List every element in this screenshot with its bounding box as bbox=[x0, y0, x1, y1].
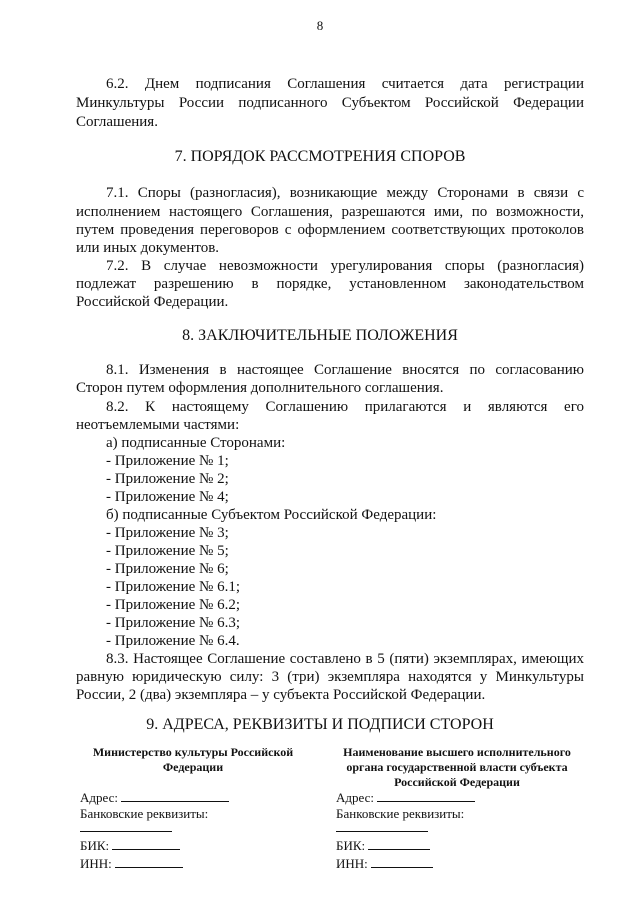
paragraph-8-3-line: равную юридическую силу: 3 (три) экземпляра находятся у Минкультуры bbox=[76, 669, 584, 685]
paragraph-8-3-line: 8.3. Настоящее Соглашение составлено в 5 (пяти) экземплярах, имеющих bbox=[106, 651, 584, 667]
list-a-item: - Приложение № 2; bbox=[106, 471, 229, 487]
list-b-title: б) подписанные Субъектом Российской Федерации: bbox=[106, 507, 437, 523]
list-a-item: - Приложение № 1; bbox=[106, 453, 229, 469]
section-7-heading: 7. ПОРЯДОК РАССМОТРЕНИЯ СПОРОВ bbox=[174, 148, 466, 165]
right-inn-label: ИНН: bbox=[336, 856, 368, 871]
paragraph-7-2-line: 7.2. В случае невозможности урегулирования споры (разногласия) bbox=[106, 258, 584, 274]
paragraph-6-2-line: 6.2. Днем подписания Соглашения считается дата регистрации bbox=[106, 76, 584, 92]
paragraph-7-1-line: 7.1. Споры (разногласия), возникающие между Сторонами в связи с bbox=[106, 185, 584, 201]
right-bik-label: БИК: bbox=[336, 838, 366, 853]
list-b-item: - Приложение № 6.1; bbox=[106, 579, 240, 595]
right-bik-blank bbox=[368, 838, 430, 850]
left-address-blank bbox=[121, 790, 229, 802]
paragraph-6-2-line: Минкультуры России подписанного Субъектом Российской Федерации bbox=[76, 95, 584, 111]
paragraph-7-1-line: или иных документов. bbox=[76, 240, 220, 256]
right-bank-label: Банковские реквизиты: bbox=[336, 806, 465, 821]
paragraph-8-2-line: неотъемлемыми частями: bbox=[76, 417, 240, 433]
right-bank-blank bbox=[336, 820, 428, 832]
list-b-item: - Приложение № 5; bbox=[106, 543, 229, 559]
right-inn-line bbox=[336, 856, 433, 871]
right-party-title-line: Наименование высшего исполнительного bbox=[343, 745, 571, 759]
left-party-title-line: Федерации bbox=[162, 760, 224, 774]
left-inn-label: ИНН: bbox=[80, 856, 112, 871]
left-bank-label: Банковские реквизиты: bbox=[80, 806, 209, 821]
section-8-heading: 8. ЗАКЛЮЧИТЕЛЬНЫЕ ПОЛОЖЕНИЯ bbox=[182, 327, 458, 344]
left-inn-line bbox=[80, 856, 183, 871]
right-address-label: Адрес: bbox=[336, 790, 374, 805]
paragraph-8-3-line: России, 2 (два) экземпляра – у субъекта Российской Федерации. bbox=[76, 687, 486, 703]
list-a-title: а) подписанные Сторонами: bbox=[106, 435, 286, 451]
paragraph-7-1-line: исполнением настоящего Соглашения, разрешаются ими, по возможности, bbox=[76, 204, 584, 220]
paragraph-8-1-line: Сторон путем оформления дополнительного соглашения. bbox=[76, 380, 444, 396]
paragraph-7-1-line: путем проведения переговоров с оформлением соответствующих протоколов bbox=[76, 222, 584, 238]
left-bik-blank bbox=[112, 838, 180, 850]
list-b-item: - Приложение № 6.4. bbox=[106, 633, 240, 649]
section-9-heading: 9. АДРЕСА, РЕКВИЗИТЫ И ПОДПИСИ СТОРОН bbox=[146, 716, 494, 733]
right-bik-line bbox=[336, 838, 430, 853]
left-bank-blank bbox=[80, 820, 172, 832]
paragraph-7-2-line: подлежат разрешению в порядке, установленном законодательством bbox=[76, 276, 584, 292]
left-address-label: Адрес: bbox=[80, 790, 118, 805]
paragraph-6-2-line: Соглашения. bbox=[76, 114, 158, 130]
left-party-title-line: Министерство культуры Российской bbox=[92, 745, 294, 759]
left-inn-blank bbox=[115, 856, 183, 868]
list-b-item: - Приложение № 6; bbox=[106, 561, 229, 577]
right-address-line bbox=[336, 790, 475, 805]
left-bik-label: БИК: bbox=[80, 838, 110, 853]
right-party-title-line: Российской Федерации bbox=[394, 775, 520, 789]
left-bik-line bbox=[80, 838, 180, 853]
right-address-blank bbox=[377, 790, 475, 802]
list-a-item: - Приложение № 4; bbox=[106, 489, 229, 505]
list-b-item: - Приложение № 6.2; bbox=[106, 597, 240, 613]
page-number: 8 bbox=[316, 18, 324, 33]
paragraph-8-2-line: 8.2. К настоящему Соглашению прилагаются и являются его bbox=[106, 399, 584, 415]
right-inn-blank bbox=[371, 856, 433, 868]
paragraph-7-2-line: Российской Федерации. bbox=[76, 294, 229, 310]
right-party-title-line: органа государственной власти субъекта bbox=[346, 760, 568, 774]
paragraph-8-1-line: 8.1. Изменения в настоящее Соглашение вносятся по согласованию bbox=[106, 362, 584, 378]
list-b-item: - Приложение № 3; bbox=[106, 525, 229, 541]
left-address-line bbox=[80, 790, 229, 805]
list-b-item: - Приложение № 6.3; bbox=[106, 615, 240, 631]
